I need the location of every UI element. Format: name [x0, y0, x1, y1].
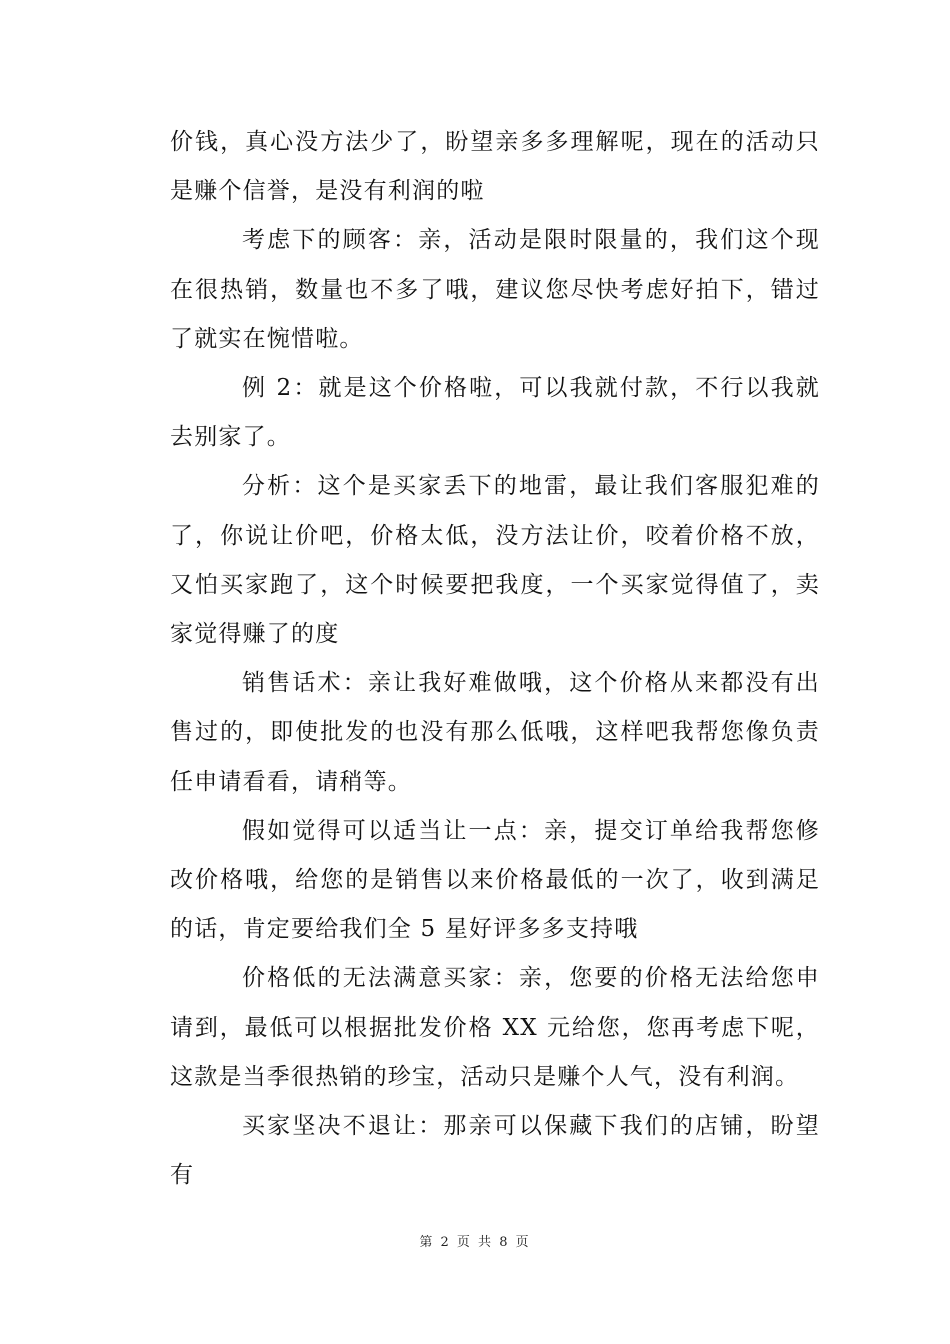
- paragraph-hesitant-customer: 考虑下的顾客：亲，活动是限时限量的，我们这个现在很热销，数量也不多了哦，建议您尽快考虑好拍下，错过了就实在惋惜啦。: [170, 227, 820, 352]
- paragraph-sales-script: 销售话术：亲让我好难做哦，这个价格从来都没有出售过的，即使批发的也没有那么低哦，这样吧我帮您像负责任申请看看，请稍等。: [170, 670, 820, 795]
- paragraph-continuation: 价钱，真心没方法少了，盼望亲多多理解呢，现在的活动只是赚个信誉，是没有利润的啦: [170, 129, 820, 205]
- paragraph-price-too-low: 价格低的无法满意买家：亲，您要的价格无法给您申请到，最低可以根据批发价格 XX 元给您，您再考虑下呢，这款是当季很热销的珍宝，活动只是赚个人气，没有利润。: [170, 965, 820, 1090]
- document-body: [170, 118, 820, 1200]
- paragraph-firm-buyer: 买家坚决不退让：那亲可以保藏下我们的店铺，盼望有: [170, 1113, 820, 1189]
- paragraph-concession: 假如觉得可以适当让一点：亲，提交订单给我帮您修改价格哦，给您的是销售以来价格最低的一次了，收到满足的话，肯定要给我们全 5 星好评多多支持哦: [170, 817, 820, 943]
- paragraph-analysis: 分析：这个是买家丢下的地雷，最让我们客服犯难的了，你说让价吧，价格太低，没方法让价，咬着价格不放，又怕买家跑了，这个时候要把我度，一个买家觉得值了，卖家觉得赚了的度: [170, 473, 820, 648]
- paragraph-example-2: 例 2：就是这个价格啦，可以我就付款，不行以我就去别家了。: [170, 375, 820, 451]
- page-number-footer: 第 2 页 共 8 页: [419, 1235, 531, 1250]
